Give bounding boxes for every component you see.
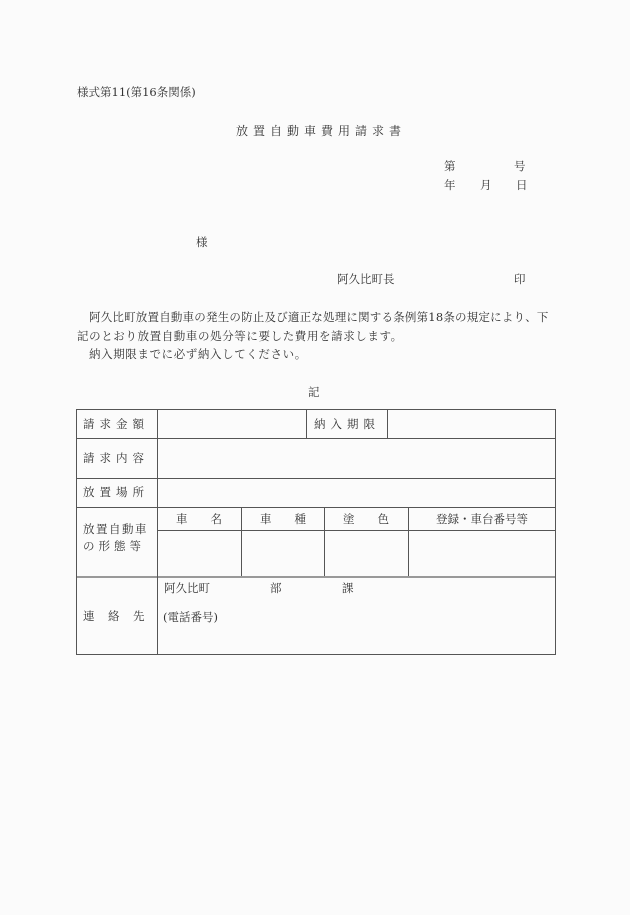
body-line-3: 納入期限までに必ず納入してください。: [89, 347, 307, 361]
billing-table: [76, 409, 556, 655]
col-divider: [324, 507, 325, 576]
col-divider: [387, 410, 388, 438]
date-month: 月: [480, 178, 492, 192]
col-divider: [408, 507, 409, 576]
body-line-2: 記のとおり放置自動車の処分等に要した費用を請求します。: [77, 329, 403, 343]
form-number-label: 様式第11(第16条関係): [77, 85, 196, 99]
contact-town: 阿久比町: [164, 581, 210, 595]
row-divider: [77, 478, 555, 479]
due-date-label: 納入期限: [314, 417, 380, 431]
col-divider: [157, 410, 158, 654]
ki-heading: 記: [308, 385, 320, 399]
vehicle-col-type-header: 車 種: [260, 512, 306, 526]
billing-amount-label: 請求金額: [83, 417, 149, 431]
col-divider: [306, 410, 307, 438]
vehicle-col-name-header: 車 名: [176, 512, 222, 526]
vehicle-label-line1: 放置自動車: [83, 522, 148, 536]
date-day: 日: [516, 178, 528, 192]
contact-department: 部: [270, 581, 282, 595]
vehicle-col-color-header: 塗 色: [343, 512, 389, 526]
row-divider: [77, 438, 555, 439]
addressee-suffix: 様: [196, 235, 208, 249]
vehicle-col-registration-header: 登録・車台番号等: [436, 512, 528, 526]
col-divider: [241, 507, 242, 576]
row-divider: [158, 530, 555, 531]
issuer-name: 阿久比町長: [337, 272, 395, 286]
date-year: 年: [444, 178, 456, 192]
billing-content-label: 請求内容: [83, 451, 149, 465]
body-line-1: 阿久比町放置自動車の発生の防止及び適正な処理に関する条例第18条の規定により、下: [89, 310, 549, 324]
contact-phone-label: (電話番号): [163, 610, 218, 624]
location-label: 放置場所: [83, 485, 149, 499]
vehicle-label-line2: の形態等: [83, 539, 145, 553]
document-title: 放置自動車費用請求書: [236, 124, 407, 138]
contact-label: 連 絡 先: [83, 609, 146, 623]
row-divider: [77, 507, 555, 508]
number-suffix: 号: [514, 159, 526, 173]
row-divider: [77, 576, 555, 578]
contact-section: 課: [342, 581, 354, 595]
seal-mark: 印: [514, 272, 526, 286]
number-prefix: 第: [444, 159, 456, 173]
